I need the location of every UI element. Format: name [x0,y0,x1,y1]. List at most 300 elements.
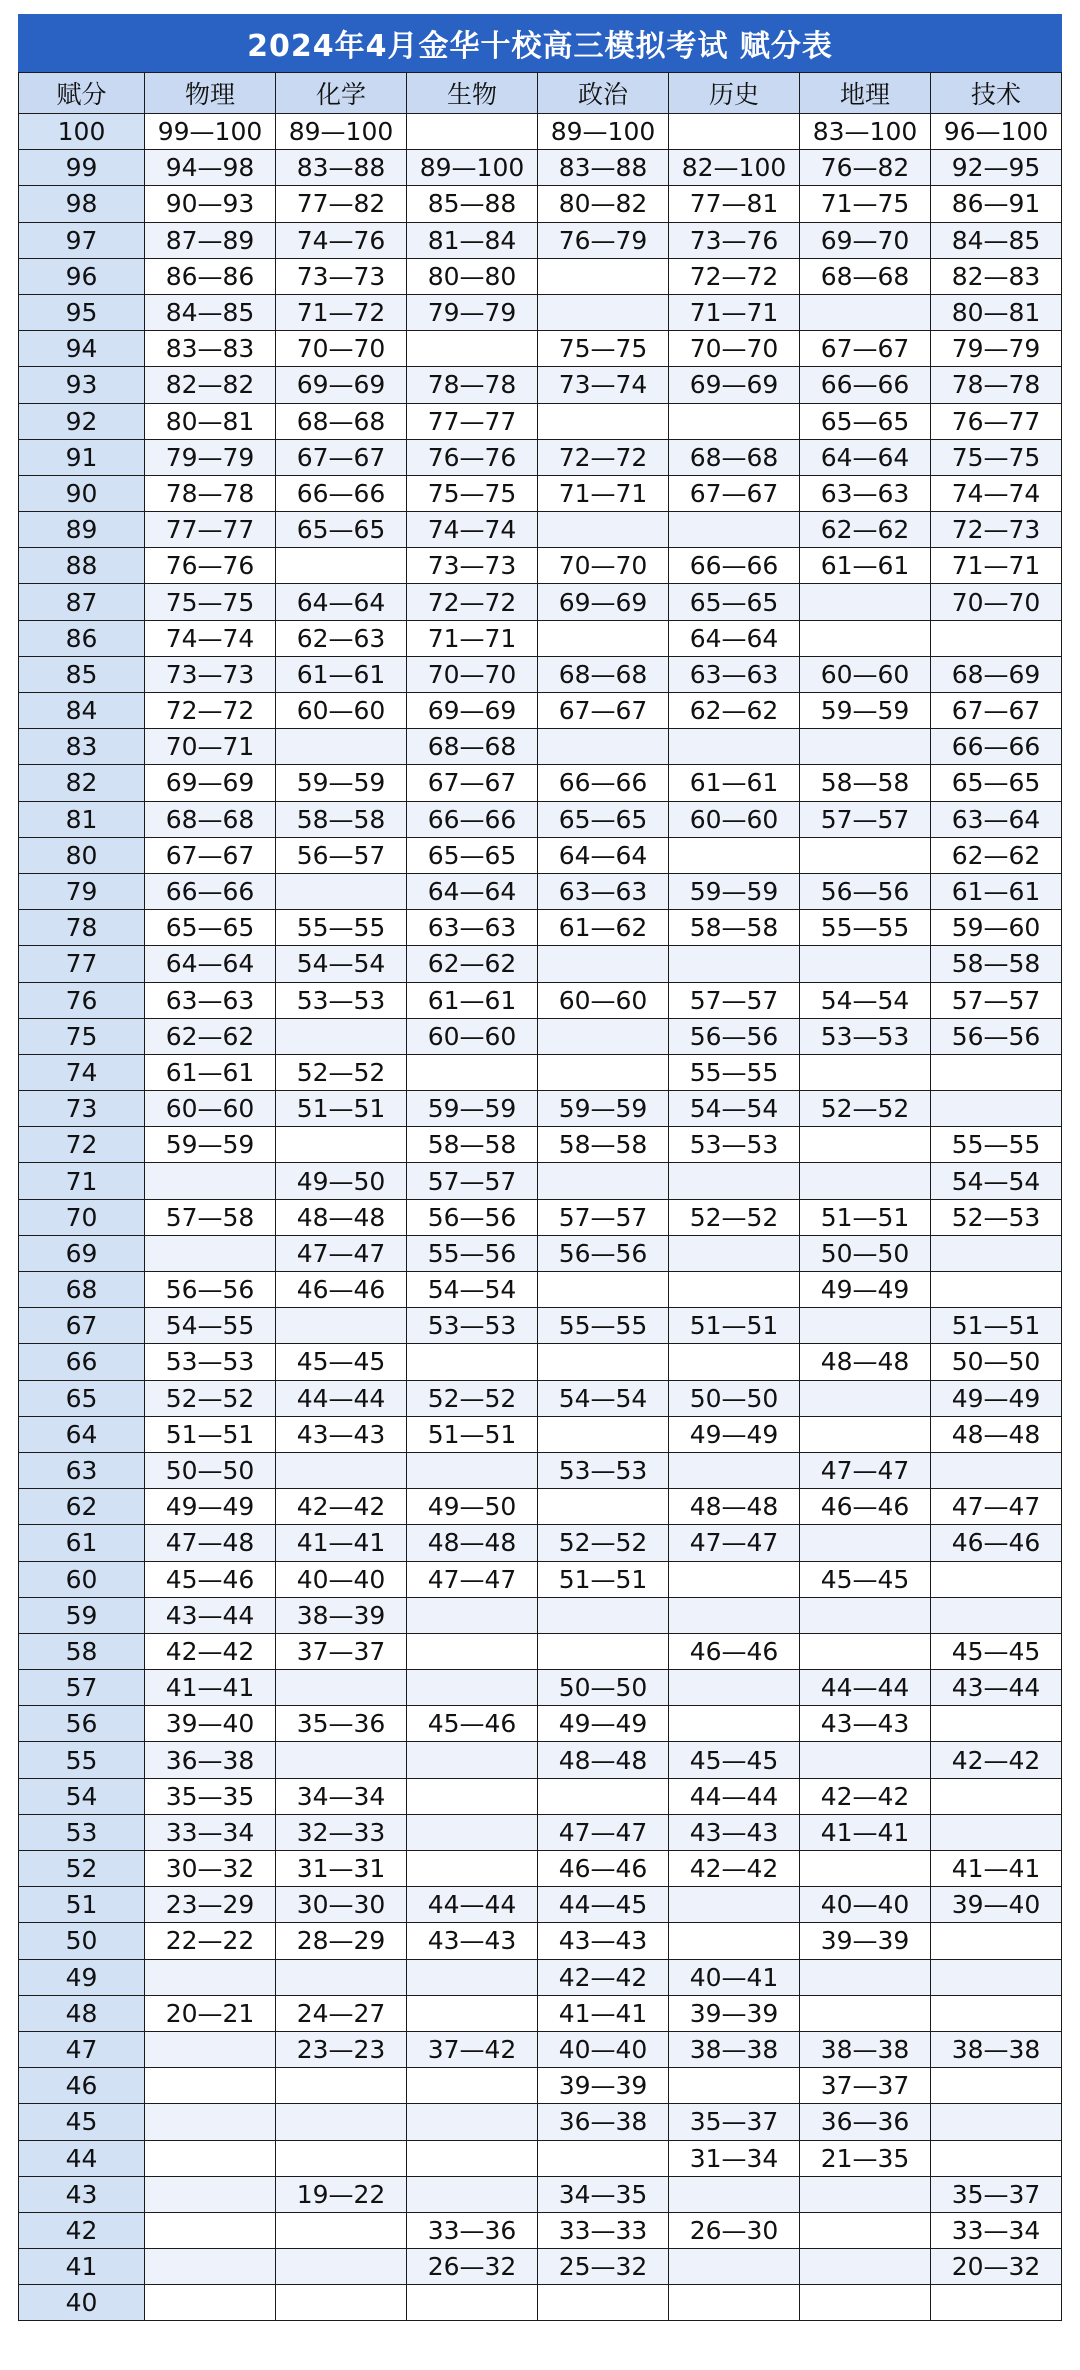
range-cell: 62—62 [800,512,931,548]
score-cell: 54 [19,1778,145,1814]
range-cell [800,294,931,330]
range-cell: 63—63 [538,873,669,909]
table-row [19,1742,1062,1778]
score-cell: 76 [19,982,145,1018]
table-row [19,2176,1062,2212]
range-cell: 65—65 [538,801,669,837]
range-cell: 47—47 [276,1235,407,1271]
range-cell [538,1163,669,1199]
range-cell: 46—46 [538,1851,669,1887]
table-row [19,1199,1062,1235]
range-cell: 33—34 [145,1814,276,1850]
range-cell [800,1742,931,1778]
table-row [19,1851,1062,1887]
score-cell: 95 [19,294,145,330]
table-row [19,331,1062,367]
score-cell: 80 [19,837,145,873]
range-cell: 82—82 [145,367,276,403]
range-cell: 49—49 [931,1380,1062,1416]
range-cell [669,946,800,982]
table-row [19,656,1062,692]
range-cell: 26—32 [407,2249,538,2285]
range-cell [931,1706,1062,1742]
score-cell: 62 [19,1489,145,1525]
range-cell: 51—51 [800,1199,931,1235]
range-cell [669,837,800,873]
range-cell: 43—44 [931,1670,1062,1706]
range-cell: 52—52 [800,1091,931,1127]
range-cell: 43—44 [145,1597,276,1633]
score-cell: 41 [19,2249,145,2285]
score-cell: 42 [19,2212,145,2248]
range-cell [538,1597,669,1633]
range-cell [669,1887,800,1923]
table-row [19,1959,1062,1995]
range-cell: 43—43 [669,1814,800,1850]
range-cell: 54—54 [800,982,931,1018]
table-row [19,765,1062,801]
range-cell: 44—45 [538,1887,669,1923]
range-cell: 58—58 [669,910,800,946]
range-cell [407,114,538,150]
range-cell: 30—32 [145,1851,276,1887]
header-politics: 政治 [538,73,669,114]
table-row [19,1163,1062,1199]
range-cell: 70—70 [276,331,407,367]
score-cell: 56 [19,1706,145,1742]
range-cell: 80—82 [538,186,669,222]
range-cell: 69—69 [407,693,538,729]
range-cell [407,1742,538,1778]
range-cell: 77—77 [145,512,276,548]
range-cell: 96—100 [931,114,1062,150]
range-cell: 70—70 [407,656,538,692]
range-cell [800,2176,931,2212]
range-cell [407,1995,538,2031]
range-cell [276,2285,407,2321]
header-biology: 生物 [407,73,538,114]
range-cell: 62—62 [931,837,1062,873]
range-cell: 56—56 [931,1018,1062,1054]
range-cell: 41—41 [538,1995,669,2031]
range-cell: 20—21 [145,1995,276,2031]
range-cell: 65—65 [145,910,276,946]
score-cell: 50 [19,1923,145,1959]
range-cell [669,2068,800,2104]
range-cell: 51—51 [276,1091,407,1127]
score-cell: 100 [19,114,145,150]
range-cell: 89—100 [538,114,669,150]
range-cell: 53—53 [145,1344,276,1380]
range-cell: 59—60 [931,910,1062,946]
range-cell: 41—41 [276,1525,407,1561]
table-row [19,150,1062,186]
range-cell: 41—41 [931,1851,1062,1887]
table-row [19,403,1062,439]
range-cell: 55—55 [669,1054,800,1090]
range-cell: 62—62 [407,946,538,982]
table-row [19,873,1062,909]
range-cell: 68—68 [538,656,669,692]
table-row [19,258,1062,294]
range-cell [669,1597,800,1633]
range-cell: 64—64 [800,439,931,475]
range-cell: 84—85 [931,222,1062,258]
range-cell: 53—53 [538,1452,669,1488]
range-cell: 80—81 [145,403,276,439]
range-cell [669,1452,800,1488]
range-cell [538,1344,669,1380]
table-row [19,1561,1062,1597]
range-cell: 47—47 [800,1452,931,1488]
table-row [19,548,1062,584]
range-cell: 79—79 [145,439,276,475]
range-cell [800,2212,931,2248]
range-cell: 77—77 [407,403,538,439]
range-cell: 67—67 [538,693,669,729]
range-cell [669,1344,800,1380]
range-cell [407,331,538,367]
range-cell [931,1561,1062,1597]
range-cell: 40—40 [538,2031,669,2067]
range-cell [407,2104,538,2140]
range-cell: 80—80 [407,258,538,294]
score-cell: 71 [19,1163,145,1199]
range-cell [276,1742,407,1778]
range-cell: 48—48 [538,1742,669,1778]
range-cell [931,1959,1062,1995]
score-cell: 97 [19,222,145,258]
score-cell: 74 [19,1054,145,1090]
range-cell: 80—81 [931,294,1062,330]
range-cell: 76—76 [145,548,276,584]
range-cell: 57—57 [800,801,931,837]
range-cell: 50—50 [931,1344,1062,1380]
range-cell: 57—57 [407,1163,538,1199]
range-cell [145,1163,276,1199]
range-cell: 59—59 [669,873,800,909]
range-cell: 75—75 [931,439,1062,475]
range-cell: 54—54 [931,1163,1062,1199]
range-cell [538,1489,669,1525]
table-row [19,222,1062,258]
range-cell: 31—31 [276,1851,407,1887]
range-cell: 84—85 [145,294,276,330]
range-cell [407,2140,538,2176]
score-cell: 51 [19,1887,145,1923]
header-row [19,73,1062,114]
table-row [19,693,1062,729]
range-cell: 61—61 [800,548,931,584]
range-cell [538,258,669,294]
score-cell: 72 [19,1127,145,1163]
range-cell: 66—66 [931,729,1062,765]
table-row [19,1272,1062,1308]
score-cell: 48 [19,1995,145,2031]
score-cell: 89 [19,512,145,548]
table-row [19,439,1062,475]
range-cell [145,2212,276,2248]
range-cell: 44—44 [407,1887,538,1923]
score-cell: 78 [19,910,145,946]
range-cell: 66—66 [669,548,800,584]
score-cell: 58 [19,1633,145,1669]
range-cell: 36—36 [800,2104,931,2140]
table-row [19,946,1062,982]
header-geography: 地理 [800,73,931,114]
score-cell: 67 [19,1308,145,1344]
range-cell: 68—68 [669,439,800,475]
range-cell: 68—68 [145,801,276,837]
range-cell: 34—35 [538,2176,669,2212]
range-cell [800,946,931,982]
range-cell: 35—37 [669,2104,800,2140]
score-cell: 45 [19,2104,145,2140]
range-cell [669,1272,800,1308]
page-title: 2024年4月金华十校高三模拟考试 赋分表 [18,14,1062,72]
range-cell: 52—52 [669,1199,800,1235]
range-cell [276,729,407,765]
table-row [19,1344,1062,1380]
range-cell: 58—58 [931,946,1062,982]
range-cell: 56—56 [538,1235,669,1271]
score-cell: 77 [19,946,145,982]
range-cell: 68—68 [800,258,931,294]
range-cell [276,2104,407,2140]
range-cell: 22—22 [145,1923,276,1959]
range-cell: 45—45 [800,1561,931,1597]
range-cell: 57—57 [538,1199,669,1235]
range-cell: 28—29 [276,1923,407,1959]
range-cell: 71—71 [538,475,669,511]
range-cell: 49—50 [407,1489,538,1525]
range-cell: 23—23 [276,2031,407,2067]
score-cell: 94 [19,331,145,367]
score-cell: 53 [19,1814,145,1850]
range-cell [931,1814,1062,1850]
range-cell: 50—50 [145,1452,276,1488]
table-row [19,1452,1062,1488]
range-cell: 89—100 [407,150,538,186]
range-cell: 66—66 [407,801,538,837]
range-cell: 59—59 [276,765,407,801]
range-cell: 59—59 [538,1091,669,1127]
range-cell: 51—51 [145,1416,276,1452]
table-row [19,1706,1062,1742]
range-cell: 51—51 [669,1308,800,1344]
range-cell: 60—60 [669,801,800,837]
range-cell: 56—56 [800,873,931,909]
range-cell [669,2285,800,2321]
range-cell [145,2104,276,2140]
range-cell: 35—35 [145,1778,276,1814]
range-cell: 20—32 [931,2249,1062,2285]
range-cell [669,1235,800,1271]
range-cell: 83—100 [800,114,931,150]
range-cell: 78—78 [145,475,276,511]
range-cell [538,729,669,765]
range-cell: 68—68 [407,729,538,765]
range-cell: 76—76 [407,439,538,475]
table-row [19,1489,1062,1525]
range-cell [538,294,669,330]
range-cell: 53—53 [800,1018,931,1054]
table-row [19,982,1062,1018]
range-cell: 52—52 [276,1054,407,1090]
range-cell: 30—30 [276,1887,407,1923]
table-row [19,1127,1062,1163]
range-cell [538,1778,669,1814]
range-cell: 68—68 [276,403,407,439]
range-cell: 61—62 [538,910,669,946]
range-cell: 36—38 [538,2104,669,2140]
table-row [19,2104,1062,2140]
range-cell: 43—43 [276,1416,407,1452]
range-cell: 62—62 [669,693,800,729]
score-cell: 40 [19,2285,145,2321]
range-cell: 73—76 [669,222,800,258]
header-physics: 物理 [145,73,276,114]
range-cell [407,1851,538,1887]
range-cell: 82—83 [931,258,1062,294]
range-cell: 72—72 [145,693,276,729]
range-cell: 53—53 [276,982,407,1018]
range-cell [407,1814,538,1850]
range-cell [669,1706,800,1742]
score-cell: 63 [19,1452,145,1488]
range-cell [800,1525,931,1561]
range-cell [407,1054,538,1090]
range-cell [145,2068,276,2104]
range-cell: 43—43 [538,1923,669,1959]
range-cell: 60—60 [276,693,407,729]
range-cell [145,1959,276,1995]
range-cell [800,837,931,873]
range-cell [931,1778,1062,1814]
table-row [19,2031,1062,2067]
range-cell: 59—59 [407,1091,538,1127]
range-cell: 73—74 [538,367,669,403]
range-cell [800,2249,931,2285]
range-cell: 83—83 [145,331,276,367]
range-cell: 54—54 [669,1091,800,1127]
range-cell: 64—64 [276,584,407,620]
score-cell: 81 [19,801,145,837]
range-cell: 52—52 [407,1380,538,1416]
score-cell: 49 [19,1959,145,1995]
range-cell: 40—40 [800,1887,931,1923]
range-cell: 85—88 [407,186,538,222]
range-cell: 77—82 [276,186,407,222]
range-cell [931,620,1062,656]
table-row [19,1923,1062,1959]
range-cell: 94—98 [145,150,276,186]
range-cell: 62—62 [145,1018,276,1054]
range-cell: 69—70 [800,222,931,258]
range-cell [145,2249,276,2285]
range-cell: 42—42 [800,1778,931,1814]
table-row [19,1778,1062,1814]
score-cell: 93 [19,367,145,403]
range-cell: 69—69 [538,584,669,620]
header-chemistry: 化学 [276,73,407,114]
range-cell: 57—57 [669,982,800,1018]
range-cell: 44—44 [800,1670,931,1706]
range-cell: 50—50 [800,1235,931,1271]
range-cell: 60—60 [800,656,931,692]
range-cell: 49—49 [145,1489,276,1525]
table-row [19,1054,1062,1090]
range-cell: 69—69 [276,367,407,403]
range-cell [407,2176,538,2212]
range-cell: 65—65 [276,512,407,548]
range-cell [800,1380,931,1416]
range-cell [800,1308,931,1344]
score-cell: 46 [19,2068,145,2104]
range-cell: 39—39 [538,2068,669,2104]
range-cell [538,620,669,656]
range-cell: 32—33 [276,1814,407,1850]
table-row [19,729,1062,765]
range-cell: 42—42 [538,1959,669,1995]
score-cell: 75 [19,1018,145,1054]
range-cell: 83—88 [276,150,407,186]
range-cell: 59—59 [145,1127,276,1163]
range-cell: 25—32 [538,2249,669,2285]
range-cell: 74—74 [145,620,276,656]
range-cell [669,114,800,150]
score-cell: 90 [19,475,145,511]
range-cell [800,1416,931,1452]
range-cell: 46—46 [800,1489,931,1525]
range-cell: 38—38 [669,2031,800,2067]
range-cell [407,1597,538,1633]
range-cell: 90—93 [145,186,276,222]
range-cell: 44—44 [669,1778,800,1814]
range-cell: 55—55 [931,1127,1062,1163]
table-row [19,620,1062,656]
range-cell [669,729,800,765]
range-cell: 54—55 [145,1308,276,1344]
range-cell: 33—34 [931,2212,1062,2248]
range-cell: 31—34 [669,2140,800,2176]
range-cell: 47—47 [407,1561,538,1597]
range-cell: 67—67 [931,693,1062,729]
range-cell: 67—67 [276,439,407,475]
range-cell: 52—52 [145,1380,276,1416]
score-cell: 60 [19,1561,145,1597]
range-cell [669,2176,800,2212]
range-cell: 74—76 [276,222,407,258]
range-cell: 83—88 [538,150,669,186]
range-cell: 57—58 [145,1199,276,1235]
range-cell: 39—40 [145,1706,276,1742]
range-cell: 38—38 [931,2031,1062,2067]
range-cell [931,2140,1062,2176]
score-cell: 44 [19,2140,145,2176]
range-cell [276,1127,407,1163]
range-cell [276,1018,407,1054]
range-cell: 62—63 [276,620,407,656]
range-cell [931,2104,1062,2140]
range-cell [407,1670,538,1706]
table-row [19,584,1062,620]
score-cell: 70 [19,1199,145,1235]
range-cell: 55—56 [407,1235,538,1271]
score-cell: 69 [19,1235,145,1271]
range-cell: 39—39 [800,1923,931,1959]
range-cell [276,873,407,909]
